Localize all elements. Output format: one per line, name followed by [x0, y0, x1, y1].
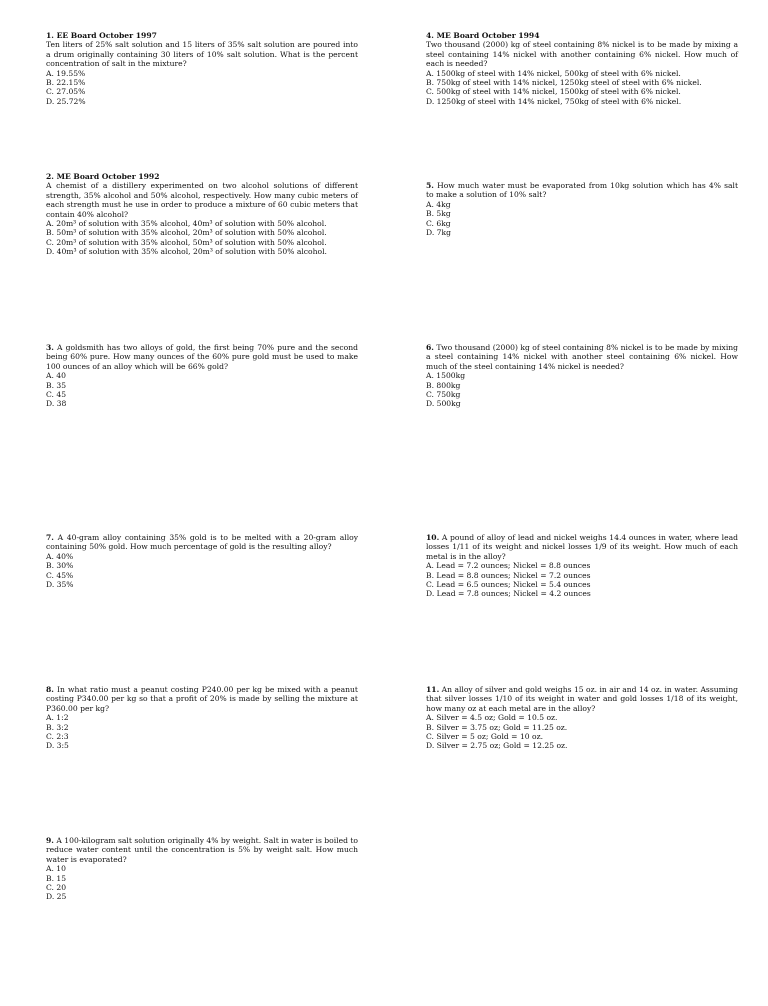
question-header: 2. ME Board October 1992 [46, 172, 160, 181]
option-c: C. 750kg [426, 390, 461, 400]
question-body: A pound of alloy of lead and nickel weighs 14.4 ounces in water, where lead losses 1/11 of its weight and nickel losses 1/9 of its weight. How much of each metal is in the alloy? [426, 533, 738, 561]
option-a: A. Lead = 7.2 ounces; Nickel = 8.8 ounces [426, 561, 591, 571]
question-8 [46, 685, 358, 751]
question-11 [426, 685, 738, 751]
option-d: D. 25 [46, 892, 67, 902]
question-4 [426, 31, 738, 106]
option-a: A. 1500kg [426, 371, 466, 381]
option-b: B. 50m³ of solution with 35% alcohol, 20m³ of solution with 50% alcohol. [46, 228, 327, 238]
question-text: A chemist of a distillery experimented on two alcohol solutions of different strength, 35% alcohol and 50% alcohol, respectively. How many cubic meters of each strength must he use in order to produce a mixture of 60 cubic meters that contain 40% alcohol? [46, 181, 358, 219]
question-7 [46, 533, 358, 589]
option-d: D. 7kg [426, 228, 451, 238]
option-d: D. 1250kg of steel with 14% nickel, 750kg of steel with 6% nickel. [426, 96, 682, 106]
option-a: A. 19.55% [46, 68, 86, 78]
option-c: C. 2:3 [46, 732, 69, 742]
question-text [46, 533, 358, 552]
option-b: B. Lead = 8.8 ounces; Nickel = 7.2 ounces [426, 570, 591, 580]
question-number: 3. [46, 343, 54, 352]
option-a: A. 40 [46, 371, 66, 381]
option-c: C. 45% [46, 570, 74, 580]
question-3 [46, 343, 358, 409]
option-b: B. 15 [46, 873, 67, 883]
option-a: A. 20m³ of solution with 35% alcohol, 40m³ of solution with 50% alcohol. [46, 219, 327, 229]
question-text [46, 343, 358, 371]
question-body: A 100-kilogram salt solution originally 4% by weight. Salt in water is boiled to reduce water content until the concentration is 5% by weight salt. How much water is evaporated? [46, 836, 358, 864]
option-c: C. Lead = 6.5 ounces; Nickel = 5.4 ounces [426, 580, 591, 590]
question-body: An alloy of silver and gold weighs 15 oz. in air and 14 oz. in water. Assuming that silver losses 1/10 of its weight in water and gold losses 1/18 of its weight, how many oz at each metal are in the alloy? [426, 685, 738, 713]
option-b: B. Silver = 3.75 oz; Gold = 11.25 oz. [426, 722, 568, 732]
question-text [426, 685, 738, 713]
question-number: 11. [426, 685, 440, 694]
question-body: In what ratio must a peanut costing P240.00 per kg be mixed with a peanut costing P340.00 per kg so that a profit of 20% is made by selling the mixture at P360.00 per kg? [46, 685, 358, 713]
option-d: D. Silver = 2.75 oz; Gold = 12.25 oz. [426, 741, 568, 751]
question-header: 4. ME Board October 1994 [426, 31, 540, 40]
question-body: How much water must be evaporated from 10kg solution which has 4% salt to make a solution of 10% salt? [426, 181, 738, 200]
question-text [426, 533, 738, 561]
option-b: B. 30% [46, 561, 74, 571]
option-d: D. 25.72% [46, 96, 86, 106]
option-b: B. 750kg of steel with 14% nickel, 1250kg steel of steel with 6% nickel. [426, 78, 702, 88]
option-a: A. 1500kg of steel with 14% nickel, 500kg of steel with 6% nickel. [426, 68, 681, 78]
question-number: 5. [426, 181, 434, 190]
option-a: A. 1:2 [46, 713, 69, 723]
question-text: Ten liters of 25% salt solution and 15 liters of 35% salt solution are poured into a drum originally containing 30 liters of 10% salt solution. What is the percent concentration of salt in the mixture? [46, 40, 358, 69]
option-d: D. 40m³ of solution with 35% alcohol, 20m³ of solution with 50% alcohol. [46, 247, 327, 257]
question-5 [426, 181, 738, 237]
option-d: D. 35% [46, 580, 74, 590]
question-10 [426, 533, 738, 599]
question-number: 7. [46, 533, 54, 542]
question-text [426, 181, 738, 200]
option-d: D. 3:5 [46, 741, 69, 751]
option-a: A. 10 [46, 864, 66, 874]
option-c: C. 20m³ of solution with 35% alcohol, 50m³ of solution with 50% alcohol. [46, 237, 327, 247]
question-text [46, 836, 358, 864]
option-c: C. Silver = 5 oz; Gold = 10 oz. [426, 732, 544, 742]
question-text [426, 343, 738, 371]
question-number: 10. [426, 533, 440, 542]
question-body: A 40-gram alloy containing 35% gold is to be melted with a 20-gram alloy containing 50% gold. How much percentage of gold is the resulting alloy? [46, 533, 358, 552]
option-c: C. 500kg of steel with 14% nickel, 1500kg of steel with 6% nickel. [426, 87, 681, 97]
option-b: B. 800kg [426, 380, 461, 390]
option-d: D. Lead = 7.8 ounces; Nickel = 4.2 ounces [426, 589, 591, 599]
option-a: A. Silver = 4.5 oz; Gold = 10.5 oz. [426, 713, 558, 723]
option-b: B. 5kg [426, 209, 451, 219]
question-text [46, 685, 358, 713]
question-9 [46, 836, 358, 902]
option-b: B. 3:2 [46, 722, 69, 732]
option-c: C. 45 [46, 390, 67, 400]
question-number: 6. [426, 343, 434, 352]
option-a: A. 4kg [426, 199, 451, 209]
question-2 [46, 172, 358, 257]
option-a: A. 40% [46, 551, 74, 561]
option-c: C. 27.05% [46, 87, 86, 97]
question-body: Two thousand (2000) kg of steel containing 8% nickel is to be made by mixing a steel containing 14% nickel with another steel containing 6% nickel. How much of the steel containing 14% nickel is needed? [426, 343, 738, 371]
question-header: 1. EE Board October 1997 [46, 31, 157, 40]
question-1 [46, 31, 358, 106]
question-number: 9. [46, 836, 54, 845]
option-d: D. 500kg [426, 399, 461, 409]
question-body: A goldsmith has two alloys of gold, the first being 70% pure and the second being 60% pure. How many ounces of the 60% pure gold must be used to make 100 ounces of an alloy which will be 66% gold? [46, 343, 358, 371]
question-6 [426, 343, 738, 409]
option-b: B. 35 [46, 380, 67, 390]
option-b: B. 22.15% [46, 78, 86, 88]
option-c: C. 6kg [426, 218, 451, 228]
question-number: 8. [46, 685, 54, 694]
option-c: C. 20 [46, 883, 67, 893]
option-d: D. 38 [46, 399, 67, 409]
question-text: Two thousand (2000) kg of steel containing 8% nickel is to be made by mixing a steel containing 14% nickel with another containing 6% nickel. How much of each is needed? [426, 40, 738, 69]
